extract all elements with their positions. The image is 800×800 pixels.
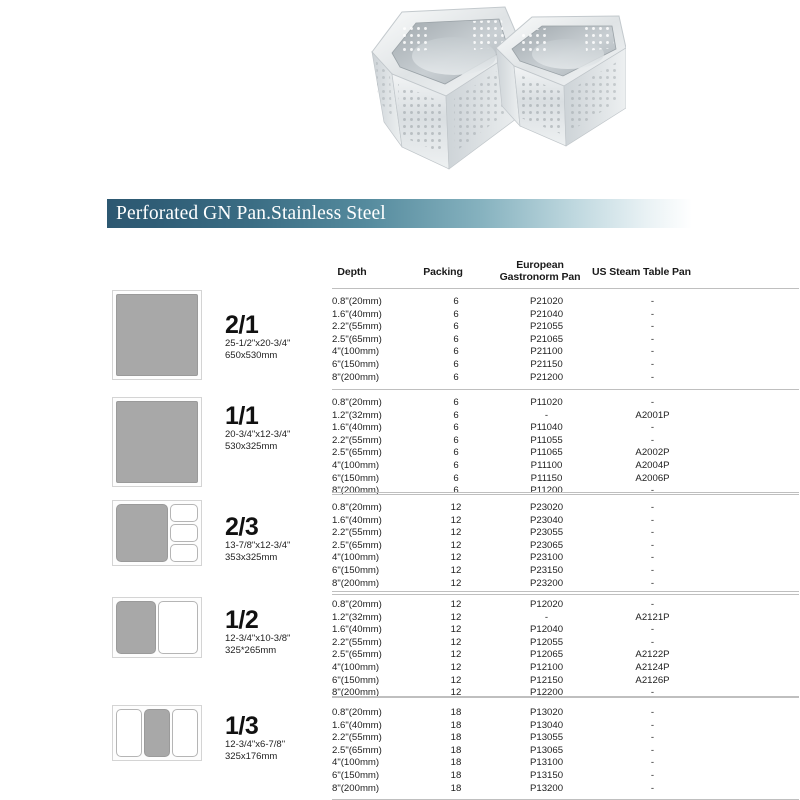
pan-cell: [172, 709, 198, 757]
cell-depth: 2.5"(65mm): [332, 744, 382, 756]
cell-european-gastronorm-pan: P11150: [530, 472, 563, 484]
cell-depth: 0.8"(20mm): [332, 296, 382, 307]
cell-packing: 12: [450, 527, 462, 539]
cell-packing: 12: [450, 624, 462, 636]
cell-us-steam-table-pan: A2121P: [635, 611, 670, 623]
table-row: [307, 309, 707, 322]
cell-us-steam-table-pan: -: [650, 599, 655, 610]
cell-us-steam-table-pan: -: [650, 296, 655, 307]
table-row: [307, 460, 707, 473]
cell-us-steam-table-pan: -: [650, 346, 655, 358]
cell-packing: 12: [450, 539, 462, 551]
cell-depth: 1.2"(32mm): [332, 611, 382, 623]
cell-us-steam-table-pan: -: [650, 564, 655, 576]
cell-depth: 0.8"(20mm): [332, 502, 382, 513]
table-row: [307, 334, 707, 347]
cell-european-gastronorm-pan: P11100: [530, 459, 563, 471]
cell-us-steam-table-pan: -: [650, 769, 655, 781]
pan-cell: [158, 601, 198, 654]
cell-us-steam-table-pan: A2002P: [635, 447, 670, 459]
cell-european-gastronorm-pan: P11200: [530, 485, 563, 497]
cell-packing: 12: [450, 564, 462, 576]
table-row: [307, 372, 707, 385]
cell-us-steam-table-pan: A2126P: [635, 674, 670, 686]
dimension-inches: 25-1/2"x20-3/4": [225, 338, 291, 349]
table-row: [307, 783, 707, 796]
cell-depth: 6"(150mm): [332, 358, 380, 370]
cell-depth: 8"(200mm): [332, 577, 380, 589]
dimension-millimeters: 530x325mm: [225, 441, 278, 452]
cell-us-steam-table-pan: -: [650, 333, 655, 345]
table-row: [307, 515, 707, 528]
column-header-european-line2: Gastronorm Pan: [499, 270, 581, 283]
cell-european-gastronorm-pan: P23020: [529, 502, 564, 513]
dimension-millimeters: 650x530mm: [225, 350, 278, 361]
cell-european-gastronorm-pan: P21065: [529, 333, 564, 345]
perforated-gn-pans-illustration: [296, 4, 626, 189]
cell-packing: 12: [450, 514, 462, 526]
cell-us-steam-table-pan: -: [650, 321, 655, 333]
cell-packing: 12: [450, 611, 462, 623]
dimension-inches: 12-3/4"x6-7/8": [225, 739, 286, 750]
cell-packing: 6: [453, 321, 459, 333]
cell-us-steam-table-pan: -: [650, 539, 655, 551]
section-banner: [107, 199, 692, 228]
pan-cell-highlighted: [116, 504, 168, 562]
cell-european-gastronorm-pan: P11065: [530, 447, 563, 459]
table-row: [307, 296, 707, 309]
cell-european-gastronorm-pan: P23040: [529, 514, 564, 526]
table-row: [307, 397, 707, 410]
cell-depth: 6"(150mm): [332, 564, 380, 576]
cell-european-gastronorm-pan: P11040: [530, 422, 563, 434]
cell-packing: 6: [453, 409, 459, 421]
table-row: [307, 578, 707, 591]
cell-packing: 6: [453, 371, 459, 383]
cell-depth: 1.6"(40mm): [332, 624, 382, 636]
column-header-depth: Depth: [337, 266, 367, 278]
pan-layout-diagram: [112, 500, 202, 566]
table-row: [307, 732, 707, 745]
cell-us-steam-table-pan: -: [650, 636, 655, 648]
table-row: [307, 502, 707, 515]
table-row: [307, 321, 707, 334]
pan-cell-highlighted: [116, 294, 198, 376]
size-fraction-label: 1/2: [225, 606, 259, 634]
cell-packing: 6: [453, 485, 459, 497]
cell-packing: 18: [450, 782, 462, 794]
cell-packing: 12: [450, 661, 462, 673]
cell-us-steam-table-pan: -: [650, 624, 655, 636]
cell-packing: 12: [450, 649, 462, 661]
pan-diagram-thumbnail: [112, 397, 202, 487]
cell-packing: 12: [450, 502, 462, 513]
dimension-inches: 12-3/4"x10-3/8": [225, 633, 291, 644]
pan-cell-column: [170, 504, 198, 562]
table-row: [307, 565, 707, 578]
cell-us-steam-table-pan: -: [650, 732, 655, 744]
column-header-european-line1: European: [516, 259, 564, 271]
cell-packing: 18: [450, 757, 462, 769]
cell-depth: 0.8"(20mm): [332, 707, 382, 718]
cell-us-steam-table-pan: -: [650, 422, 655, 434]
cell-us-steam-table-pan: -: [650, 308, 655, 320]
cell-us-steam-table-pan: -: [650, 707, 655, 718]
cell-depth: 2.5"(65mm): [332, 333, 382, 345]
cell-european-gastronorm-pan: P13150: [529, 769, 564, 781]
cell-packing: 18: [450, 744, 462, 756]
size-fraction-label: 1/1: [225, 402, 259, 430]
table-row: [307, 473, 707, 486]
cell-european-gastronorm-pan: P12020: [529, 599, 564, 610]
dimension-inches: 13-7/8"x12-3/4": [225, 540, 291, 551]
table-row: [307, 662, 707, 675]
cell-us-steam-table-pan: -: [650, 371, 655, 383]
cell-depth: 1.6"(40mm): [332, 308, 382, 320]
pan-layout-diagram: [112, 397, 202, 487]
table-row: [307, 435, 707, 448]
row-divider: [332, 288, 799, 289]
table-row: [307, 720, 707, 733]
pan-layout-diagram: [112, 290, 202, 380]
row-divider: [332, 697, 799, 698]
table-row: [307, 346, 707, 359]
cell-depth: 6"(150mm): [332, 674, 380, 686]
pan-cell: [170, 544, 198, 562]
cell-depth: 1.6"(40mm): [332, 514, 382, 526]
cell-us-steam-table-pan: -: [650, 502, 655, 513]
row-divider: [332, 594, 799, 595]
cell-packing: 12: [450, 687, 462, 699]
table-row: [307, 707, 707, 720]
row-divider: [332, 591, 799, 592]
table-row: [307, 599, 707, 612]
cell-depth: 2.2"(55mm): [332, 434, 382, 446]
cell-packing: 6: [453, 308, 459, 320]
cell-packing: 6: [453, 434, 459, 446]
cell-european-gastronorm-pan: P13040: [529, 719, 564, 731]
cell-us-steam-table-pan: -: [650, 485, 655, 497]
cell-packing: 12: [450, 577, 462, 589]
cell-us-steam-table-pan: -: [650, 397, 655, 408]
cell-packing: 12: [450, 636, 462, 648]
pan-cell-highlighted: [116, 401, 198, 483]
cell-depth: 2.2"(55mm): [332, 321, 382, 333]
cell-european-gastronorm-pan: P21040: [529, 308, 564, 320]
cell-depth: 0.8"(20mm): [332, 397, 382, 408]
cell-depth: 8"(200mm): [332, 782, 380, 794]
cell-european-gastronorm-pan: P12100: [529, 661, 564, 673]
cell-european-gastronorm-pan: P12200: [529, 687, 564, 699]
table-row: [307, 757, 707, 770]
cell-european-gastronorm-pan: -: [544, 409, 549, 421]
row-divider: [332, 389, 799, 390]
cell-depth: 6"(150mm): [332, 769, 380, 781]
cell-european-gastronorm-pan: P23100: [529, 552, 564, 564]
cell-us-steam-table-pan: A2124P: [635, 661, 670, 673]
cell-european-gastronorm-pan: P12150: [529, 674, 564, 686]
cell-depth: 8"(200mm): [332, 485, 380, 497]
spec-rows: [307, 502, 707, 590]
table-row: [307, 422, 707, 435]
table-row: [307, 447, 707, 460]
cell-depth: 1.6"(40mm): [332, 422, 382, 434]
cell-european-gastronorm-pan: P13200: [529, 782, 564, 794]
cell-us-steam-table-pan: -: [650, 744, 655, 756]
table-row: [307, 624, 707, 637]
cell-european-gastronorm-pan: P23200: [529, 577, 564, 589]
spec-rows: [307, 599, 707, 700]
table-row: [307, 540, 707, 553]
cell-packing: 6: [453, 358, 459, 370]
cell-european-gastronorm-pan: P23065: [529, 539, 564, 551]
product-photo: [0, 0, 800, 192]
page-title: Perforated GN Pan.Stainless Steel: [116, 202, 386, 224]
cell-packing: 12: [450, 599, 462, 610]
cell-depth: 4"(100mm): [332, 661, 380, 673]
cell-depth: 4"(100mm): [332, 552, 380, 564]
cell-packing: 18: [450, 769, 462, 781]
pan-cell-highlighted: [116, 601, 156, 654]
cell-depth: 4"(100mm): [332, 346, 380, 358]
table-row: [307, 410, 707, 423]
cell-european-gastronorm-pan: -: [544, 611, 549, 623]
dimension-millimeters: 353x325mm: [225, 552, 278, 563]
cell-depth: 8"(200mm): [332, 687, 380, 699]
table-row: [307, 675, 707, 688]
cell-packing: 6: [453, 447, 459, 459]
cell-european-gastronorm-pan: P12065: [529, 649, 564, 661]
size-fraction-label: 2/1: [225, 311, 259, 339]
size-fraction-label: 2/3: [225, 513, 259, 541]
cell-european-gastronorm-pan: P21055: [529, 321, 564, 333]
cell-european-gastronorm-pan: P21150: [530, 358, 563, 370]
pan-cell: [170, 524, 198, 542]
pan-diagram-thumbnail: [112, 597, 202, 658]
cell-us-steam-table-pan: -: [650, 358, 655, 370]
cell-us-steam-table-pan: A2006P: [635, 472, 670, 484]
cell-depth: 4"(100mm): [332, 459, 380, 471]
cell-us-steam-table-pan: -: [650, 719, 655, 731]
cell-us-steam-table-pan: -: [650, 757, 655, 769]
cell-depth: 2.5"(65mm): [332, 539, 382, 551]
cell-depth: 1.6"(40mm): [332, 719, 382, 731]
cell-european-gastronorm-pan: P13020: [529, 707, 564, 718]
cell-packing: 18: [450, 707, 462, 718]
column-header-us-steam-table-pan: US Steam Table Pan: [592, 266, 691, 278]
pan-layout-diagram: [112, 705, 202, 761]
cell-packing: 18: [450, 732, 462, 744]
cell-packing: 18: [450, 719, 462, 731]
cell-european-gastronorm-pan: P21020: [529, 296, 564, 307]
cell-packing: 6: [453, 422, 459, 434]
cell-us-steam-table-pan: -: [650, 527, 655, 539]
cell-packing: 6: [453, 459, 459, 471]
size-fraction-label: 1/3: [225, 712, 259, 740]
cell-depth: 1.2"(32mm): [332, 409, 382, 421]
spec-rows: [307, 296, 707, 384]
cell-european-gastronorm-pan: P11055: [530, 434, 563, 446]
table-row: [307, 745, 707, 758]
cell-depth: 2.5"(65mm): [332, 649, 382, 661]
cell-us-steam-table-pan: -: [650, 434, 655, 446]
cell-packing: 6: [453, 472, 459, 484]
pan-diagram-thumbnail: [112, 705, 202, 761]
column-header-packing: Packing: [423, 266, 463, 278]
dimension-millimeters: 325x176mm: [225, 751, 278, 762]
cell-european-gastronorm-pan: P21200: [529, 371, 564, 383]
cell-european-gastronorm-pan: P23150: [529, 564, 564, 576]
cell-european-gastronorm-pan: P13100: [529, 757, 564, 769]
cell-us-steam-table-pan: A2004P: [635, 459, 670, 471]
cell-european-gastronorm-pan: P21100: [530, 346, 563, 358]
cell-us-steam-table-pan: -: [650, 552, 655, 564]
cell-european-gastronorm-pan: P23055: [529, 527, 564, 539]
table-row: [307, 552, 707, 565]
cell-packing: 6: [453, 333, 459, 345]
cell-european-gastronorm-pan: P12040: [529, 624, 564, 636]
cell-depth: 8"(200mm): [332, 371, 380, 383]
cell-packing: 12: [450, 552, 462, 564]
cell-depth: 2.5"(65mm): [332, 447, 382, 459]
table-row: [307, 527, 707, 540]
pan-cell: [170, 504, 198, 522]
cell-depth: 2.2"(55mm): [332, 732, 382, 744]
table-row: [307, 612, 707, 625]
cell-packing: 6: [453, 397, 459, 408]
cell-depth: 6"(150mm): [332, 472, 380, 484]
cell-packing: 6: [453, 346, 459, 358]
cell-depth: 0.8"(20mm): [332, 599, 382, 610]
cell-us-steam-table-pan: -: [650, 782, 655, 794]
spec-rows: [307, 707, 707, 795]
table-header: [107, 258, 692, 288]
cell-us-steam-table-pan: A2001P: [635, 409, 670, 421]
cell-depth: 2.2"(55mm): [332, 527, 382, 539]
row-divider: [332, 492, 799, 493]
row-divider: [332, 494, 799, 495]
dimension-millimeters: 325*265mm: [225, 645, 277, 656]
cell-european-gastronorm-pan: P11020: [530, 397, 563, 408]
cell-packing: 6: [453, 296, 459, 307]
pan-cell-highlighted: [144, 709, 170, 757]
table-row: [307, 649, 707, 662]
table-row: [307, 359, 707, 372]
cell-us-steam-table-pan: A2122P: [635, 649, 670, 661]
cell-depth: 4"(100mm): [332, 757, 380, 769]
pan-layout-diagram: [112, 597, 202, 658]
dimension-inches: 20-3/4"x12-3/4": [225, 429, 291, 440]
cell-european-gastronorm-pan: P13065: [529, 744, 564, 756]
spec-rows: [307, 397, 707, 498]
table-row: [307, 770, 707, 783]
cell-depth: 2.2"(55mm): [332, 636, 382, 648]
pan-diagram-thumbnail: [112, 500, 202, 566]
table-row: [307, 637, 707, 650]
pan-cell: [116, 709, 142, 757]
cell-us-steam-table-pan: -: [650, 514, 655, 526]
cell-us-steam-table-pan: -: [650, 577, 655, 589]
cell-european-gastronorm-pan: P12055: [529, 636, 564, 648]
cell-us-steam-table-pan: -: [650, 687, 655, 699]
pan-diagram-thumbnail: [112, 290, 202, 380]
cell-european-gastronorm-pan: P13055: [529, 732, 564, 744]
cell-packing: 12: [450, 674, 462, 686]
